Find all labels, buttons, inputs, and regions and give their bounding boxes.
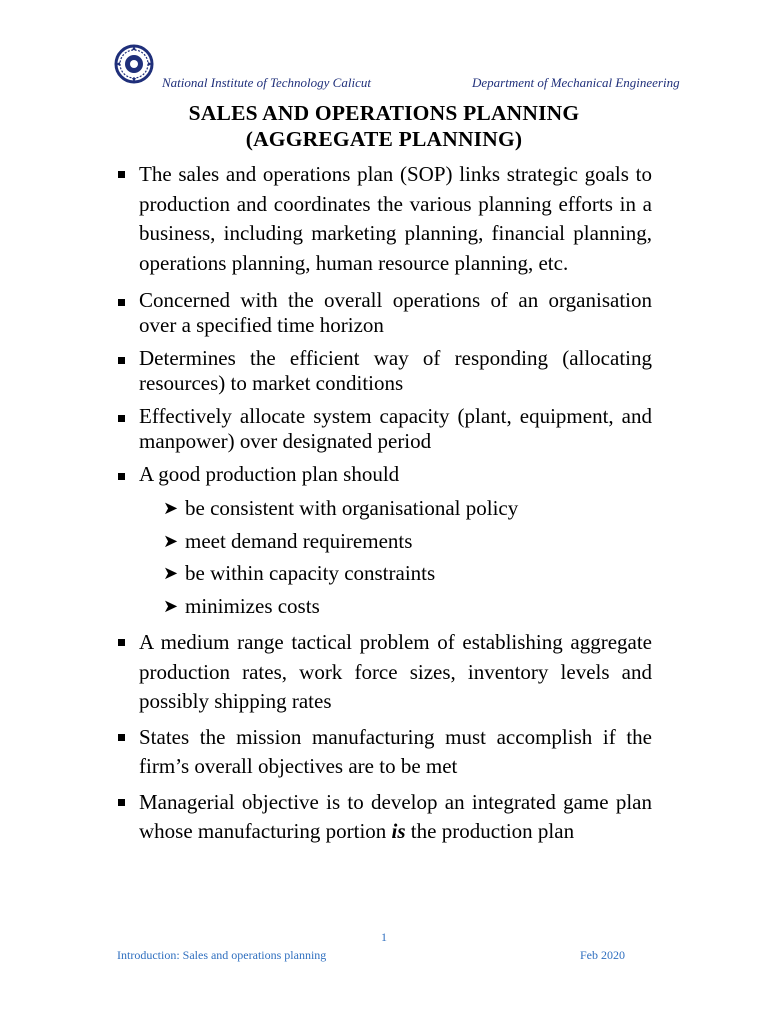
bullet-text: A medium range tactical problem of establishing aggregate production rates, work force sizes, inventory levels and possibly shipping rates (139, 630, 652, 713)
sub-bullet-text: meet demand requirements (185, 528, 413, 553)
bullet-item (117, 462, 652, 487)
footer-date: Feb 2020 (580, 948, 625, 962)
footer-title: Introduction: Sales and operations planning (117, 948, 327, 962)
page-number: 1 (381, 930, 387, 944)
arrow-bullet-icon: ➤ (163, 563, 179, 583)
bullet-text: The sales and operations plan (SOP) links strategic goals to production and coordinates the various planning efforts in a business, including marketing planning, financial planning, operations planning, human resource planning, etc. (139, 162, 652, 275)
arrow-bullet-icon: ➤ (163, 498, 179, 518)
bullet-item (117, 723, 652, 782)
document-body (117, 160, 652, 847)
sub-bullet-item (163, 525, 652, 558)
square-bullet-icon (118, 357, 125, 364)
bullet-item (117, 346, 652, 396)
square-bullet-icon (118, 734, 125, 741)
square-bullet-icon (118, 415, 125, 422)
bullet-item (117, 288, 652, 338)
institute-seal-icon (114, 44, 154, 84)
square-bullet-icon (118, 171, 125, 178)
bullet-item (117, 628, 652, 717)
bullet-text: Determines the efficient way of responding (allocating resources) to market conditions (139, 346, 652, 395)
square-bullet-icon (118, 299, 125, 306)
sub-bullet-text: minimizes costs (185, 593, 320, 618)
bullet-text: States the mission manufacturing must accomplish if the firm’s overall objectives are to be met (139, 724, 652, 778)
sub-bullet-text: be within capacity constraints (185, 561, 436, 585)
sub-bullet-item (163, 557, 652, 590)
bullet-text (139, 788, 652, 847)
emphasis-text: is (391, 819, 406, 843)
page-title-line-2: (AGGREGATE PLANNING) (245, 127, 523, 151)
square-bullet-icon (118, 639, 125, 646)
sub-bullet-text: be consistent with organisational policy (185, 496, 519, 520)
bullet-item (117, 404, 652, 454)
institute-name: National Institute of Technology Calicut (162, 75, 371, 90)
bullet-text-part: the production plan (405, 819, 575, 843)
bullet-text: A good production plan should (139, 462, 400, 486)
bullet-text: Concerned with the overall operations of an organisation over a specified time horizon (139, 288, 652, 337)
department-name: Department of Mechanical Engineering (472, 75, 680, 90)
arrow-bullet-icon: ➤ (163, 595, 179, 616)
bullet-text-part: Managerial objective is to develop an integrated game plan whose manufacturing portion (139, 789, 652, 843)
sub-bullet-item (163, 492, 652, 525)
bullet-item (117, 788, 652, 847)
sub-bullet-list (117, 492, 652, 622)
arrow-bullet-icon: ➤ (163, 530, 179, 551)
bullet-text: Effectively allocate system capacity (plant, equipment, and manpower) over designated period (139, 404, 652, 453)
square-bullet-icon (118, 473, 125, 480)
bullet-item (117, 160, 652, 278)
page-header (0, 0, 768, 100)
square-bullet-icon (118, 799, 125, 806)
page-title-line-1: SALES AND OPERATIONS PLANNING (188, 101, 580, 125)
sub-bullet-item (163, 590, 652, 623)
